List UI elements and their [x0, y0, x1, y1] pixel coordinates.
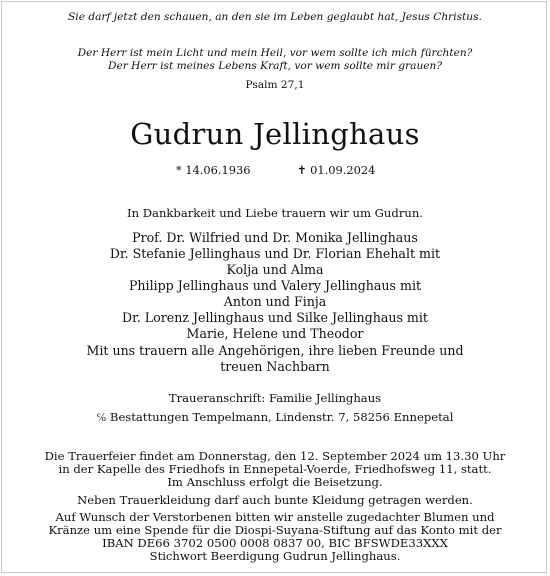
top-verse: Sie darf jetzt den schauen, an den sie im Leben geglaubt hat, Jesus Christus.	[68, 11, 482, 23]
psalm-reference: Psalm 27,1	[245, 79, 305, 91]
mourning-address-line-2: ℅ Bestattungen Tempelmann, Lindenstr. 7, 58256 Ennepetal	[96, 410, 454, 424]
donation-line: Auf Wunsch der Verstorbenen bitten wir anstelle zugedachter Blumen und	[55, 510, 495, 524]
donation-line: Kränze um eine Spende für die Diospi-Suyana-Stiftung auf das Konto mit der	[48, 523, 502, 537]
psalm-line-1: Der Herr ist mein Licht und mein Heil, vor wem sollte ich mich fürchten?	[77, 47, 473, 59]
birth-date: * 14.06.1936	[176, 163, 251, 177]
service-line: in der Kapelle des Friedhofs in Ennepetal-Voerde, Friedhofsweg 11, statt.	[58, 462, 492, 476]
donation-line: Stichwort Beerdigung Gudrun Jellinghaus.	[149, 549, 401, 563]
mourner-line: Anton und Finja	[223, 294, 327, 309]
mourner-line: Philipp Jellinghaus und Valery Jellinghaus mit	[128, 278, 422, 293]
service-line: Die Trauerfeier findet am Donnerstag, den 12. September 2024 um 13.30 Uhr	[44, 449, 506, 463]
mourner-line: Prof. Dr. Wilfried und Dr. Monika Jellinghaus	[132, 230, 418, 245]
service-line: Im Anschluss erfolgt die Beisetzung.	[167, 475, 383, 489]
mourner-line: Marie, Helene und Theodor	[186, 326, 364, 341]
donation-line: IBAN DE66 3702 0500 0008 0837 00, BIC BFSWDE33XXX	[102, 536, 448, 550]
mourner-line: Dr. Lorenz Jellinghaus und Silke Jellinghaus mit	[122, 310, 428, 325]
also-mourning-line: Mit uns trauern alle Angehörigen, ihre lieben Freunde und	[86, 343, 464, 358]
mourner-line: Dr. Stefanie Jellinghaus und Dr. Florian Ehehalt mit	[109, 246, 441, 261]
mourning-address-line-1: Traueranschrift: Familie Jellinghaus	[168, 391, 382, 405]
mourner-line: Kolja und Alma	[226, 262, 324, 277]
psalm-line-2: Der Herr ist meines Lebens Kraft, vor wem sollte mir grauen?	[107, 60, 443, 72]
death-date: ✝ 01.09.2024	[297, 163, 376, 177]
intro-text: In Dankbarkeit und Liebe trauern wir um Gudrun.	[127, 206, 423, 220]
deceased-name: Gudrun Jellinghaus	[130, 117, 420, 151]
clothing-note: Neben Trauerkleidung darf auch bunte Kleidung getragen werden.	[77, 493, 473, 507]
also-mourning-line: treuen Nachbarn	[220, 359, 330, 374]
